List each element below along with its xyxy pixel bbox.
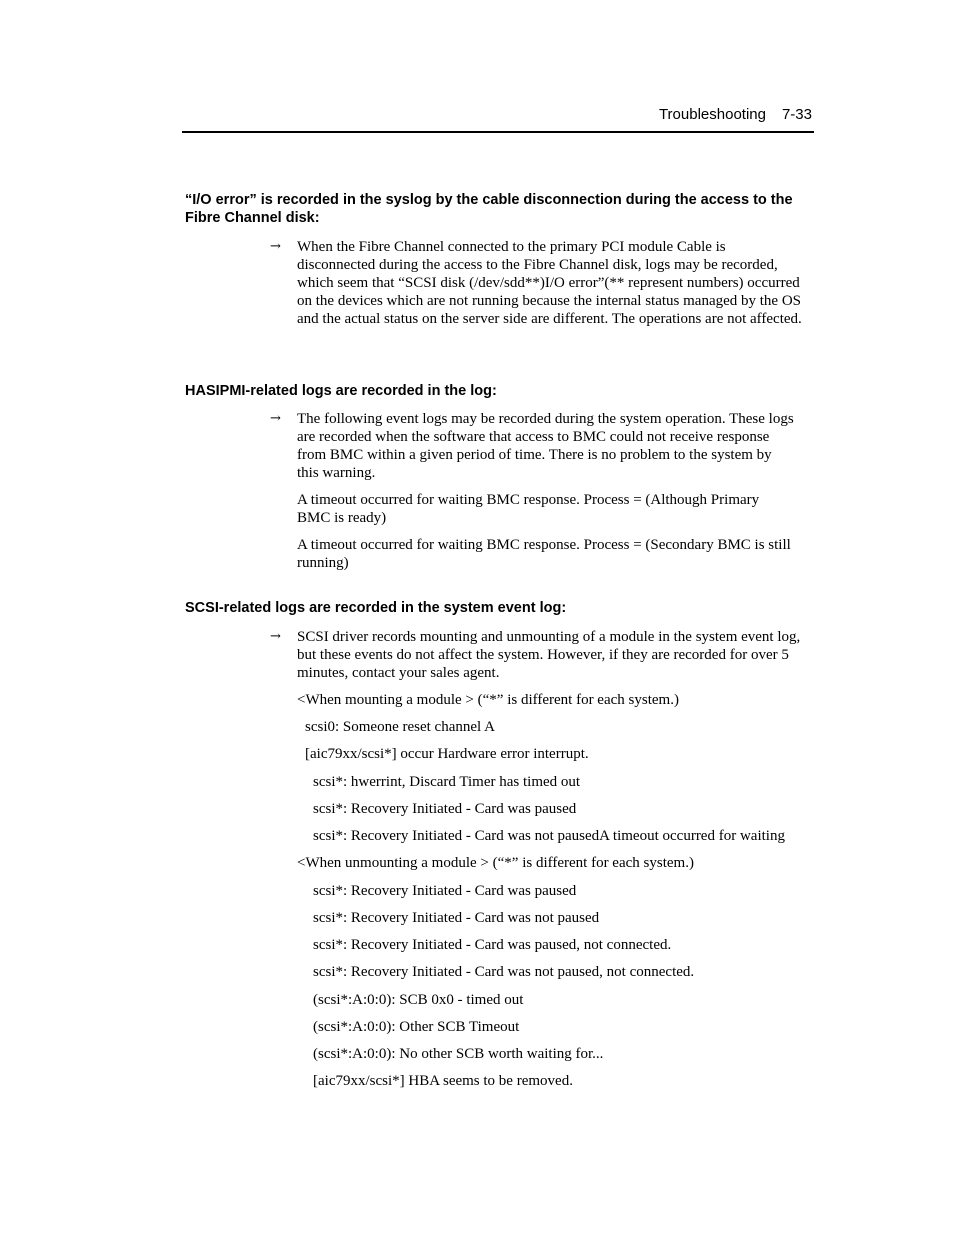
log-line: scsi*: Recovery Initiated - Card was paused, not connected. [313, 937, 672, 953]
header-page-number: 7-33 [781, 106, 812, 123]
log-line: (scsi*:A:0:0): Other SCB Timeout [313, 1019, 520, 1035]
log-line: scsi0: Someone reset channel A [305, 719, 495, 735]
section-heading-io-error: “I/O error” is recorded in the syslog by the cable disconnection during the access to the Fibre Channel disk: [185, 192, 793, 226]
log-line: scsi*: Recovery Initiated - Card was not paused [313, 910, 600, 926]
log-group-label: <When mounting a module > (“*” is different for each system.) [297, 692, 679, 708]
log-line: scsi*: Recovery Initiated - Card was not paused, not connected. [313, 964, 695, 980]
log-line: (scsi*:A:0:0): No other SCB worth waiting for... [313, 1046, 604, 1062]
log-message: A timeout occurred for waiting BMC response. Process = (Secondary BMC is still running) [297, 537, 791, 571]
log-line: scsi*: Recovery Initiated - Card was paused [313, 801, 577, 817]
arrow-bullet-icon: → [270, 239, 281, 254]
arrow-bullet-icon: → [270, 411, 281, 426]
log-group-label: <When unmounting a module > (“*” is different for each system.) [297, 855, 694, 871]
log-line: scsi*: Recovery Initiated - Card was paused [313, 883, 577, 899]
section-heading-scsi: SCSI-related logs are recorded in the system event log: [185, 600, 567, 616]
section-paragraph: The following event logs may be recorded during the system operation. These logs are recorded when the software that access to BMC could not receive response from BMC within a given period of time. There is no problem to the system by this warning. [297, 411, 794, 481]
log-line: scsi*: hwerrint, Discard Timer has timed out [313, 774, 581, 790]
arrow-bullet-icon: → [270, 629, 281, 644]
section-paragraph: SCSI driver records mounting and unmounting of a module in the system event log, but these events do not affect the system. However, if they are recorded for over 5 minutes, contact your sales agent. [297, 629, 801, 681]
page-header [182, 105, 814, 133]
section-paragraph: When the Fibre Channel connected to the primary PCI module Cable is disconnected during the access to the Fibre Channel disk, logs may be recorded, which seem that “SCSI disk (/dev/sdd**)I/O error”(** represent numbers) occurred on the devices which are not running because the internal status managed by the OS and the actual status on the server side are different. The operations are not affected. [297, 239, 802, 327]
log-message: A timeout occurred for waiting BMC response. Process = (Although Primary BMC is ready) [297, 492, 760, 526]
log-line: [aic79xx/scsi*] HBA seems to be removed. [313, 1073, 573, 1089]
section-heading-hasipmi: HASIPMI-related logs are recorded in the log: [185, 383, 497, 399]
log-line: [aic79xx/scsi*] occur Hardware error interrupt. [305, 746, 589, 762]
log-line: scsi*: Recovery Initiated - Card was not pausedA timeout occurred for waiting [313, 828, 785, 844]
header-text [659, 106, 812, 123]
log-line: (scsi*:A:0:0): SCB 0x0 - timed out [313, 992, 524, 1008]
header-section-title: Troubleshooting [658, 106, 766, 123]
